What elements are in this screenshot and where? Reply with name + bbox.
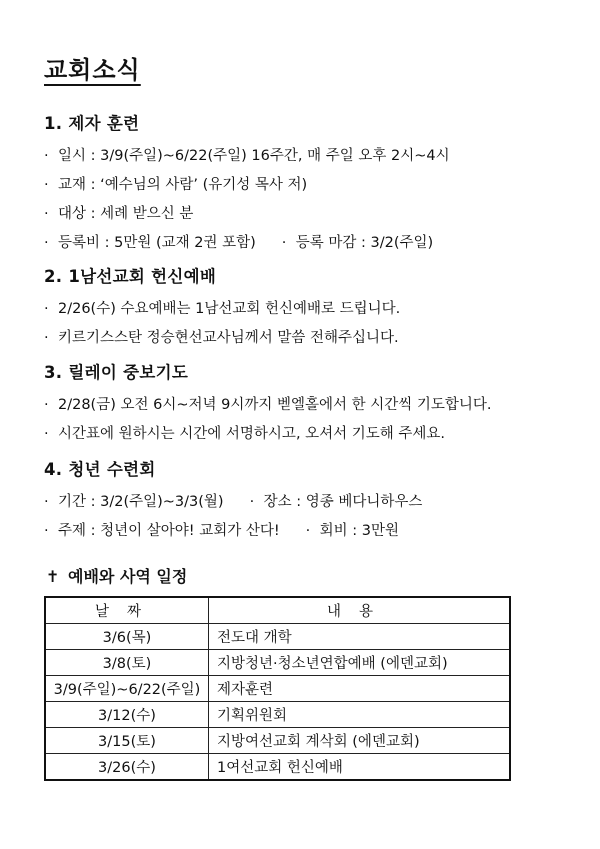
section-relay-prayer (44, 359, 564, 449)
table-row (45, 650, 510, 676)
table-row (45, 754, 510, 781)
cross-icon: ✝ (46, 567, 60, 586)
table-row (45, 728, 510, 754)
bullet-dot: · (44, 494, 49, 510)
content-cell: 기획위원회 (209, 702, 511, 728)
content-cell: 지방여선교회 계삭회 (에덴교회) (209, 728, 511, 754)
date-cell: 3/26(수) (45, 754, 209, 781)
column-header-date: 날짜 (45, 597, 209, 624)
list-item: · 교재 : ‘예수님의 사람’ (유기성 목사 저) (44, 171, 564, 200)
bullet-dot: · (44, 206, 49, 222)
content-cell: 지방청년·청소년연합예배 (에덴교회) (209, 650, 511, 676)
bullet-dot: · (44, 397, 49, 413)
list-item: · 등록비 : 5만원 (교재 2권 포함) · 등록 마감 : 3/2(주일) (44, 229, 564, 258)
section-heading: 4. 청년 수련회 (44, 460, 156, 479)
schedule-table (44, 596, 511, 781)
bullet-dot: · (44, 148, 49, 164)
list-item: · 2/28(금) 오전 6시~저녁 9시까지 벧엘홀에서 한 시간씩 기도합니다. (44, 391, 564, 420)
bullet-dot: · (44, 523, 49, 539)
page-title: 교회소식 (44, 56, 141, 84)
bullet-dot: · (249, 494, 255, 510)
table-row (45, 702, 510, 728)
date-cell: 3/12(수) (45, 702, 209, 728)
bullet-dot: · (44, 235, 49, 251)
bullet-dot: · (44, 330, 49, 346)
list-item: · 2/26(수) 수요예배는 1남선교회 헌신예배로 드립니다. (44, 295, 564, 324)
date-cell: 3/15(토) (45, 728, 209, 754)
section-heading: 2. 1남선교회 헌신예배 (44, 267, 217, 286)
date-cell: 3/8(토) (45, 650, 209, 676)
list-item: · 시간표에 원하시는 시간에 서명하시고, 오셔서 기도해 주세요. (44, 420, 564, 449)
bullet-dot: · (44, 301, 49, 317)
section-disciple-training (44, 110, 564, 258)
content-cell: 제자훈련 (209, 676, 511, 702)
section-heading: 3. 릴레이 중보기도 (44, 363, 189, 382)
date-cell: 3/9(주일)~6/22(주일) (45, 676, 209, 702)
date-cell: 3/6(목) (45, 624, 209, 650)
list-item: · 키르기스스탄 정승현선교사님께서 말씀 전해주십니다. (44, 324, 564, 353)
content-cell: 전도대 개학 (209, 624, 511, 650)
bullet-dot: · (44, 177, 49, 193)
list-item: · 주제 : 청년이 살아야! 교회가 산다! · 회비 : 3만원 (44, 517, 564, 546)
list-item: · 일시 : 3/9(주일)~6/22(주일) 16주간, 매 주일 오후 2시~4시 (44, 142, 564, 171)
table-row (45, 624, 510, 650)
bullet-dot: · (281, 235, 287, 251)
list-item: · 기간 : 3/2(주일)~3/3(월) · 장소 : 영종 베다니하우스 (44, 488, 564, 517)
content-cell: 1여선교회 헌신예배 (209, 754, 511, 781)
column-header-content: 내용 (209, 597, 511, 624)
bullet-dot: · (305, 523, 311, 539)
list-item: · 대상 : 세례 받으신 분 (44, 200, 564, 229)
table-row (45, 676, 510, 702)
schedule-heading: ✝ 예배와 사역 일정 (46, 567, 188, 586)
bullet-dot: · (44, 426, 49, 442)
section-mens-mission-worship (44, 263, 564, 353)
table-header-row (45, 597, 510, 624)
section-youth-retreat (44, 456, 564, 546)
section-heading: 1. 제자 훈련 (44, 114, 140, 133)
